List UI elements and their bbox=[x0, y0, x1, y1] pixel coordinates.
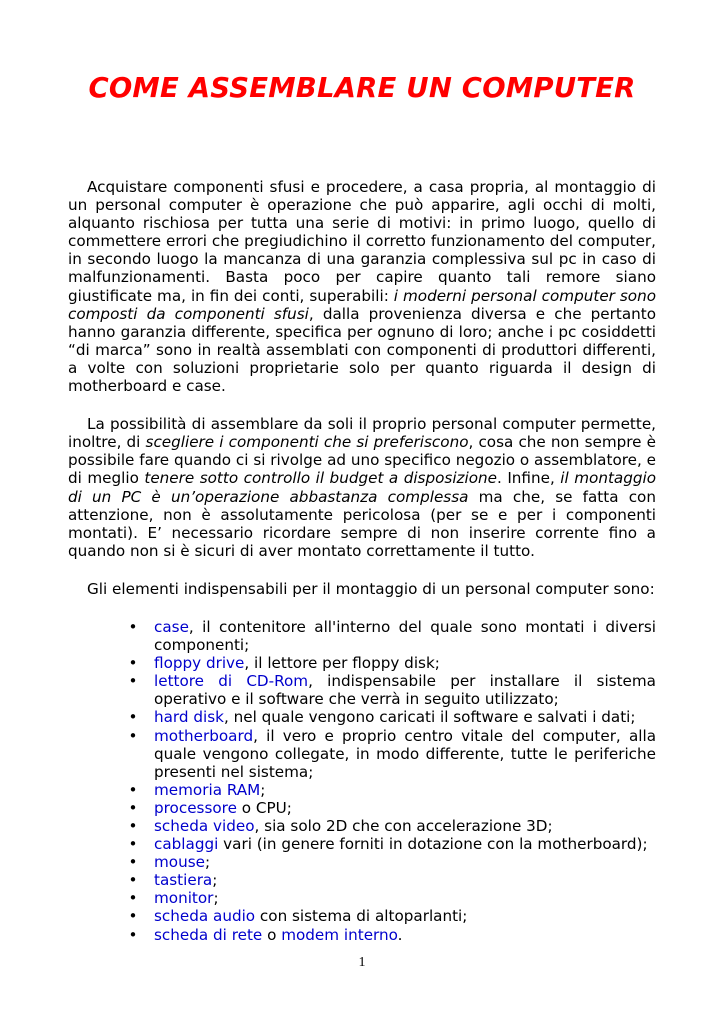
list-item-description: , indispensabile per installare il sistema operativo e il software che verrà in seguito utilizzato; bbox=[154, 672, 656, 709]
list-item-description: con sistema di altoparlanti; bbox=[255, 907, 468, 926]
list-item-term: motherboard bbox=[154, 726, 254, 745]
list-item bbox=[128, 780, 656, 799]
list-item-term: processore bbox=[154, 798, 237, 817]
list-item bbox=[128, 853, 656, 872]
bullet-icon: • bbox=[128, 798, 138, 817]
list-item-term: scheda di rete bbox=[154, 925, 263, 944]
paragraph-possibility-emphasis-2: tenere sotto controllo il budget a disposizione bbox=[144, 469, 497, 488]
list-item-description: vari (in genere forniti in dotazione con la motherboard); bbox=[218, 835, 648, 854]
bullet-icon: • bbox=[128, 654, 138, 673]
paragraph-possibility-text-g: ma che, se fatta con attenzione, non è assolutamente pericolosa (per se e per i componenti montati). E’ necessario ricordare sempre di non inserire corrente fino a quando non si è sicuri di aver montato correttamente il tutto. bbox=[68, 487, 656, 560]
bullet-icon: • bbox=[128, 907, 138, 926]
list-item-description: o CPU; bbox=[236, 798, 292, 817]
list-item-term: monitor bbox=[154, 889, 214, 908]
list-item-term: lettore di CD-Rom bbox=[154, 672, 309, 691]
list-item-description: ; bbox=[212, 871, 218, 890]
list-item-description: o bbox=[262, 925, 282, 944]
page-number: 1 bbox=[358, 955, 366, 970]
paragraph-intro bbox=[68, 178, 656, 395]
bullet-icon: • bbox=[128, 889, 138, 908]
list-item bbox=[128, 889, 656, 908]
list-item bbox=[128, 925, 656, 944]
paragraph-possibility bbox=[68, 415, 656, 560]
list-item-description: , il vero e proprio centro vitale del computer, alla quale vengono collegate, in modo differente, tutte le periferiche presenti nel sistema; bbox=[154, 726, 656, 781]
bullet-icon: • bbox=[128, 817, 138, 835]
list-item bbox=[128, 871, 656, 890]
paragraph-possibility-emphasis-1: scegliere i componenti che si preferiscono bbox=[145, 433, 469, 452]
list-item bbox=[128, 654, 656, 673]
paragraph-possibility-text-e: . Infine, bbox=[497, 469, 561, 488]
bullet-icon: • bbox=[128, 672, 138, 691]
paragraph-possibility-emphasis-3: il montaggio di un PC è un’operazione abbastanza complessa bbox=[68, 469, 656, 506]
list-item bbox=[128, 672, 656, 709]
list-item-term: scheda audio bbox=[154, 907, 256, 926]
list-item-description: , il contenitore all'interno del quale sono montati i diversi componenti; bbox=[154, 617, 656, 655]
list-item-term-2: modem interno bbox=[281, 925, 398, 944]
paragraph-elements-intro: Gli elementi indispensabili per il montaggio di un personal computer sono: bbox=[87, 579, 655, 598]
paragraph-intro-text-a: Acquistare componenti sfusi e procedere, a casa propria, al montaggio di un personal computer è operazione che può apparire, agli occhi di molti, alquanto rischiosa per tutta una serie di motivi: in primo luogo, quello di commettere errori che pregiudichino il corretto funzionamento del computer, in secondo luogo la mancanza di una garanzia complessiva sul pc in caso di malfunzionamenti. Basta poco per capire quanto tali remore siano giustificate ma, in fin dei conti, superabili: bbox=[68, 178, 656, 305]
list-item-term: cablaggi bbox=[154, 835, 219, 854]
bullet-icon: • bbox=[128, 726, 138, 745]
bullet-icon: • bbox=[128, 617, 138, 636]
list-item-description: ; bbox=[213, 889, 219, 908]
bullet-icon: • bbox=[128, 780, 138, 799]
paragraph-intro-emphasis: i moderni personal computer sono composti da componenti sfusi bbox=[68, 286, 656, 323]
bullet-icon: • bbox=[128, 925, 138, 944]
list-item bbox=[128, 708, 656, 727]
bullet-icon: • bbox=[128, 708, 138, 727]
list-item-term: tastiera bbox=[154, 871, 213, 890]
list-item bbox=[128, 835, 656, 854]
page-title: COME ASSEMBLARE UN COMPUTER bbox=[88, 72, 636, 104]
list-item-description: ; bbox=[260, 780, 266, 799]
paragraph-possibility-text-c: , cosa che non sempre è possibile fare quando ci si rivolge ad uno specifico negozio o assemblatore, e di meglio bbox=[68, 433, 656, 488]
list-item bbox=[128, 617, 656, 655]
list-item-description: , il lettore per floppy disk; bbox=[244, 654, 440, 673]
list-item-term: case bbox=[154, 617, 189, 636]
bullet-icon: • bbox=[128, 835, 138, 854]
paragraph-possibility-text-a: La possibilità di assemblare da soli il proprio personal computer permette, inoltre, di bbox=[68, 415, 656, 452]
list-item-description: , sia solo 2D che con accelerazione 3D; bbox=[254, 817, 553, 835]
list-item-term: mouse bbox=[154, 853, 205, 872]
list-item bbox=[128, 907, 656, 926]
list-item bbox=[128, 798, 656, 817]
bullet-icon: • bbox=[128, 853, 138, 872]
paragraph-intro-text-c: , dalla provenienza diversa e che pertanto hanno garanzia differente, specifica per ognuno di loro; anche i pc cosiddetti “di marca” sono in realtà assemblati con componenti di produttori differenti, a volte con soluzioni proprietarie solo per quanto riguarda il design di motherboard e case. bbox=[68, 304, 657, 396]
bullet-icon: • bbox=[128, 871, 138, 890]
components-list bbox=[68, 618, 656, 944]
list-item bbox=[128, 726, 656, 781]
list-item-term: hard disk bbox=[154, 708, 224, 727]
list-item bbox=[128, 817, 656, 835]
list-item-description: ; bbox=[204, 853, 211, 872]
list-item-term: scheda video bbox=[154, 817, 255, 835]
list-item-term: floppy drive bbox=[154, 654, 245, 673]
list-item-description-2: . bbox=[397, 925, 403, 944]
list-item-description: , nel quale vengono caricati il software e salvati i dati; bbox=[223, 708, 636, 727]
list-item-term: memoria RAM bbox=[154, 780, 261, 799]
